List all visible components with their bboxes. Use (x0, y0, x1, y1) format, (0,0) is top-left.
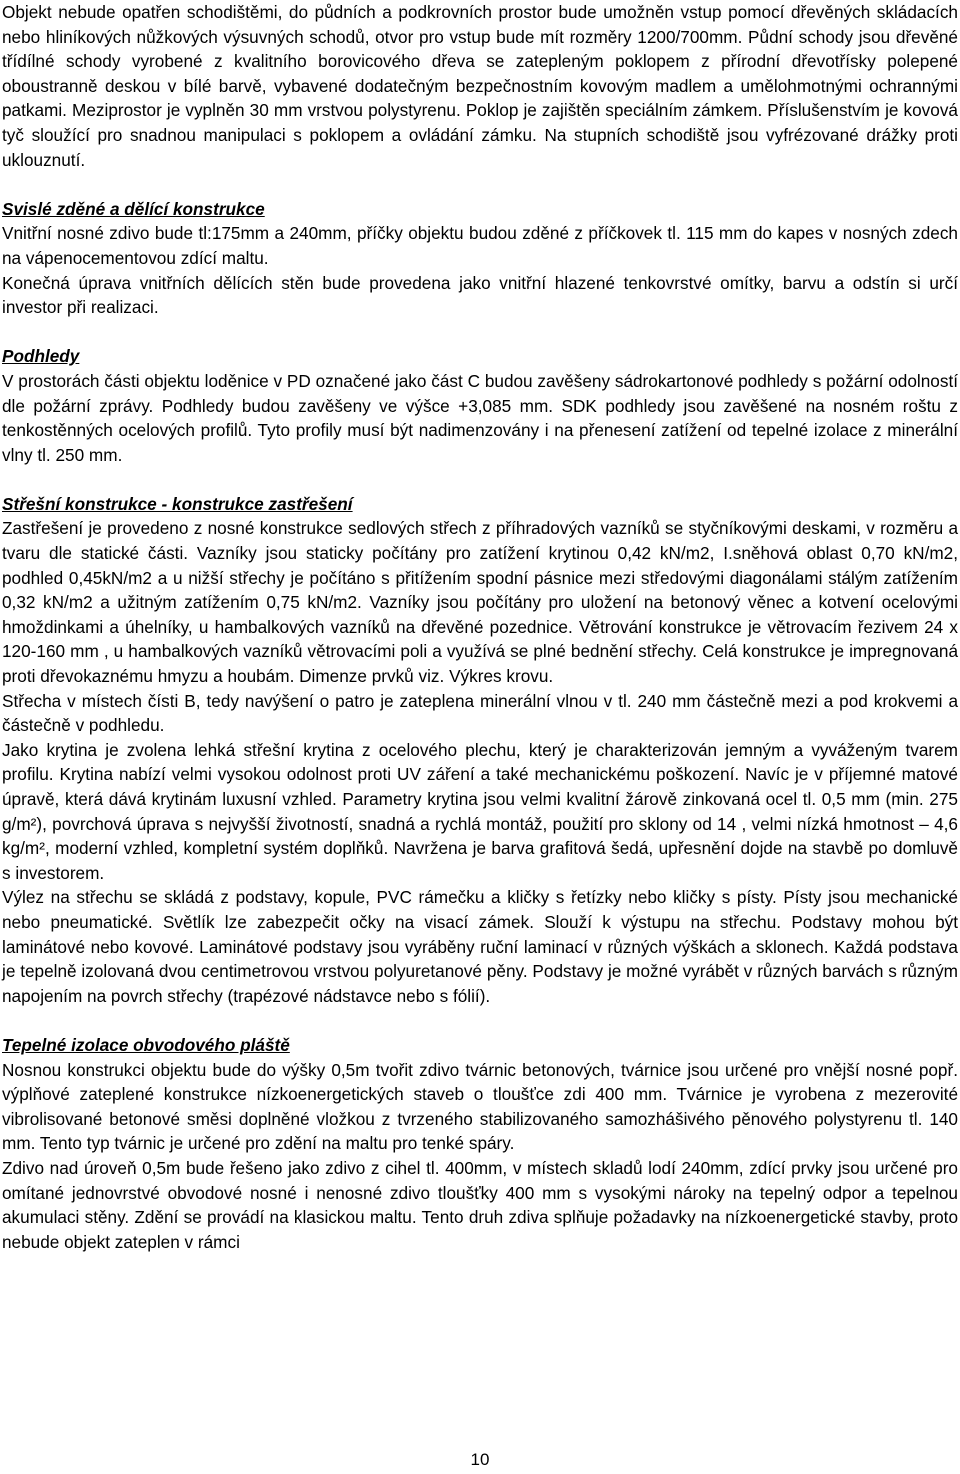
spacer (2, 172, 958, 197)
spacer (2, 1008, 958, 1033)
paragraph-stairs-intro: Objekt nebude opatřen schodištěmi, do půdních a podkrovních prostor bude umožněn vstup pomocí dřevěných skládacích nebo hliníkových nůžkových výsuvných schodů, otvor pro vstup bude mít rozměry 1200/700mm. (2, 2, 958, 47)
paragraph-insulation-2: Zdivo nad úroveň 0,5m bude řešeno jako zdivo z cihel tl. 400mm, v místech skladů lodí 240mm, zdící prvky jsou určené pro omítané jednovrstvé obvodové nosné i nenosné zdivo tloušťky 400 mm s vysokými nároky na tepelný odpor a tepelnou akumulaci stěny. Zdění se provádí na klasickou maltu. Tento druh zdiva splňuje požadavky na nízkoenergetické stavby, proto nebude objekt zateplen v rámci (2, 1157, 958, 1252)
paragraph-insulation-1: Nosnou konstrukci objektu bude do výšky 0,5m tvořit zdivo tvárnic betonových, tvárnice jsou určené pro vnější nosné popř. výplňové zateplené konstrukce nízkoenergetických staveb o tloušťce zdi 400 mm. Tvárnice je vyrobena z mezerovité vibrolisované betonové směsi doplněné vložkou z tvrzeného stabilizovaného samozhášivého pěnového polystyrenu tl. 140 mm. Tento typ tvárnic je určené pro zdění na maltu pro tenké spáry. (2, 1059, 958, 1154)
page-number: 10 (470, 1450, 490, 1469)
paragraph-roof-1: Zastřešení je provedeno z nosné konstrukce sedlových střech z příhradových vazníků se styčníkovými deskami, v rozměru a tvaru dle statické části. Vazníky jsou staticky počítány pro zatížení krytinou 0,42 kN/m2, I.sněhová oblast 0,70 kN/m2, podhled 0,45kN/m2 a u nižší střechy je počítáno s přitížením spodní pásnice mezi středovými diagonálami stálým zatížením 0,32 kN/m2 a užitným zatížením 0,75 kN/m2. Vazníky jsou počítány pro uložení na betonový věnec a kotvení ocelovými hmoždinkami a úhelníky, u hambalkových vazníků na dřevěné pozednice. Větrování konstrukce je větrovacím řezivem 24 x 120-160 mm , u hambalkových vazníků větrovacími poli a využívá se plné bednění střechy. Celá konstrukce je impregnovaná proti dřevokaznému hmyzu a houbám. Dimenze prvků viz. Výkres krovu. (2, 518, 958, 687)
paragraph-walls-1: Vnitřní nosné zdivo bude tl:175mm a 240mm, příčky objektu budou zděné z příčkovek tl. 115 mm do kapes v nosných zdech na vápenocementovou zdící maltu. (2, 223, 958, 268)
paragraph-stairs (2, 0, 958, 172)
spacer (2, 467, 958, 492)
paragraph-walls-2: Konečná úprava vnitřních dělících stěn bude provedena jako vnitřní hlazené tenkovrstvé omítky, barvu a odstín si určí investor při realizaci. (2, 272, 958, 318)
paragraph-roof-4: Výlez na střechu se skládá z podstavy, kopule, PVC rámečku a kličky s řetízky nebo kličky s písty. Písty jsou mechanické nebo pneumatické. Světlík lze zabezpečit očky na visací zámek. Slouží k výstupu na střechu. Podstavy mohou být laminátové nebo kovové. Laminátové podstavy jsou vyráběny ruční laminací v různých výškách a sklonech. Každá podstava je tepelně izolovaná dvou centimetrovou vrstvou polyuretanové pěny. Podstavy je možné vyrábět v různých barvách s různým napojením na povrch střechy (trapézové nádstavce nebo s fólií). (2, 887, 958, 1006)
paragraph-roof-2: Střecha v místech čísti B, tedy navýšení o patro je zateplena minerální vlnou v tl. 240 mm částečně mezi a pod krokvemi a částečně v podhledu. (2, 690, 958, 736)
paragraph-stairs-detail: Půdní schody jsou dřevěné třídílné schody vyrobené z kvalitního borovicového dřeva se zatepleným poklopem z přírodní dřevotřísky polepené oboustranně deskou v bílé barvě, vybavené dodatečným bezpečnostním kovovým madlem a umělohmotnými ochrannými patkami. Meziprostor je vyplněn 30 mm vrstvou polystyrenu. Poklop je zajištěn speciálním zámkem. Příslušenstvím je kovová tyč sloužící pro snadnou manipulaci s poklopem a ovládání zámku. Na stupních schodiště jsou vyfrézované drážky proti uklouznutí. (2, 26, 958, 170)
spacer (2, 320, 958, 345)
section-heading-insulation: Tepelné izolace obvodového pláště (2, 1034, 290, 1055)
section-heading-roof: Střešní konstrukce - konstrukce zastřešení (2, 493, 353, 514)
section-heading-ceilings: Podhledy (2, 346, 80, 367)
paragraph-ceilings-1: V prostorách části objektu loděnice v PD označené jako část C budou zavěšeny sádrokartonové podhledy s požární odolností dle požární zprávy. Podhledy budou zavěšeny ve výšce +3,085 mm. SDK podhledy jsou zavěšené na nosném roštu z tenkostěnných ocelových profilů. Tyto profily musí být nadimenzovány i na přenesení zatížení od tepelné izolace z minerální vlny tl. 250 mm. (2, 370, 958, 465)
section-heading-walls: Svislé zděné a dělící konstrukce (2, 198, 265, 219)
paragraph-roof-3: Jako krytina je zvolena lehká střešní krytina z ocelového plechu, který je charakterizován jemným a vyváženým tvarem profilu. Krytina nabízí velmi vysokou odolnost proti UV záření a také mechanickému poškození. Navíc je v příjemné matové úpravě, která dává krytinám luxusní vzhled. Parametry krytina jsou velmi kvalitní žárově zinkovaná ocel tl. 0,5 mm (min. 275 g/m²), povrchová úprava s nejvyšší životností, snadná a rychlá montáž, použití pro sklony od 14 , velmi nízká hmotnost – 4,6 kg/m², moderní vzhled, kompletní systém doplňků. Navržena je barva grafitová šedá, upřesnění dojde na stavbě po domluvě s investorem. (2, 739, 958, 883)
